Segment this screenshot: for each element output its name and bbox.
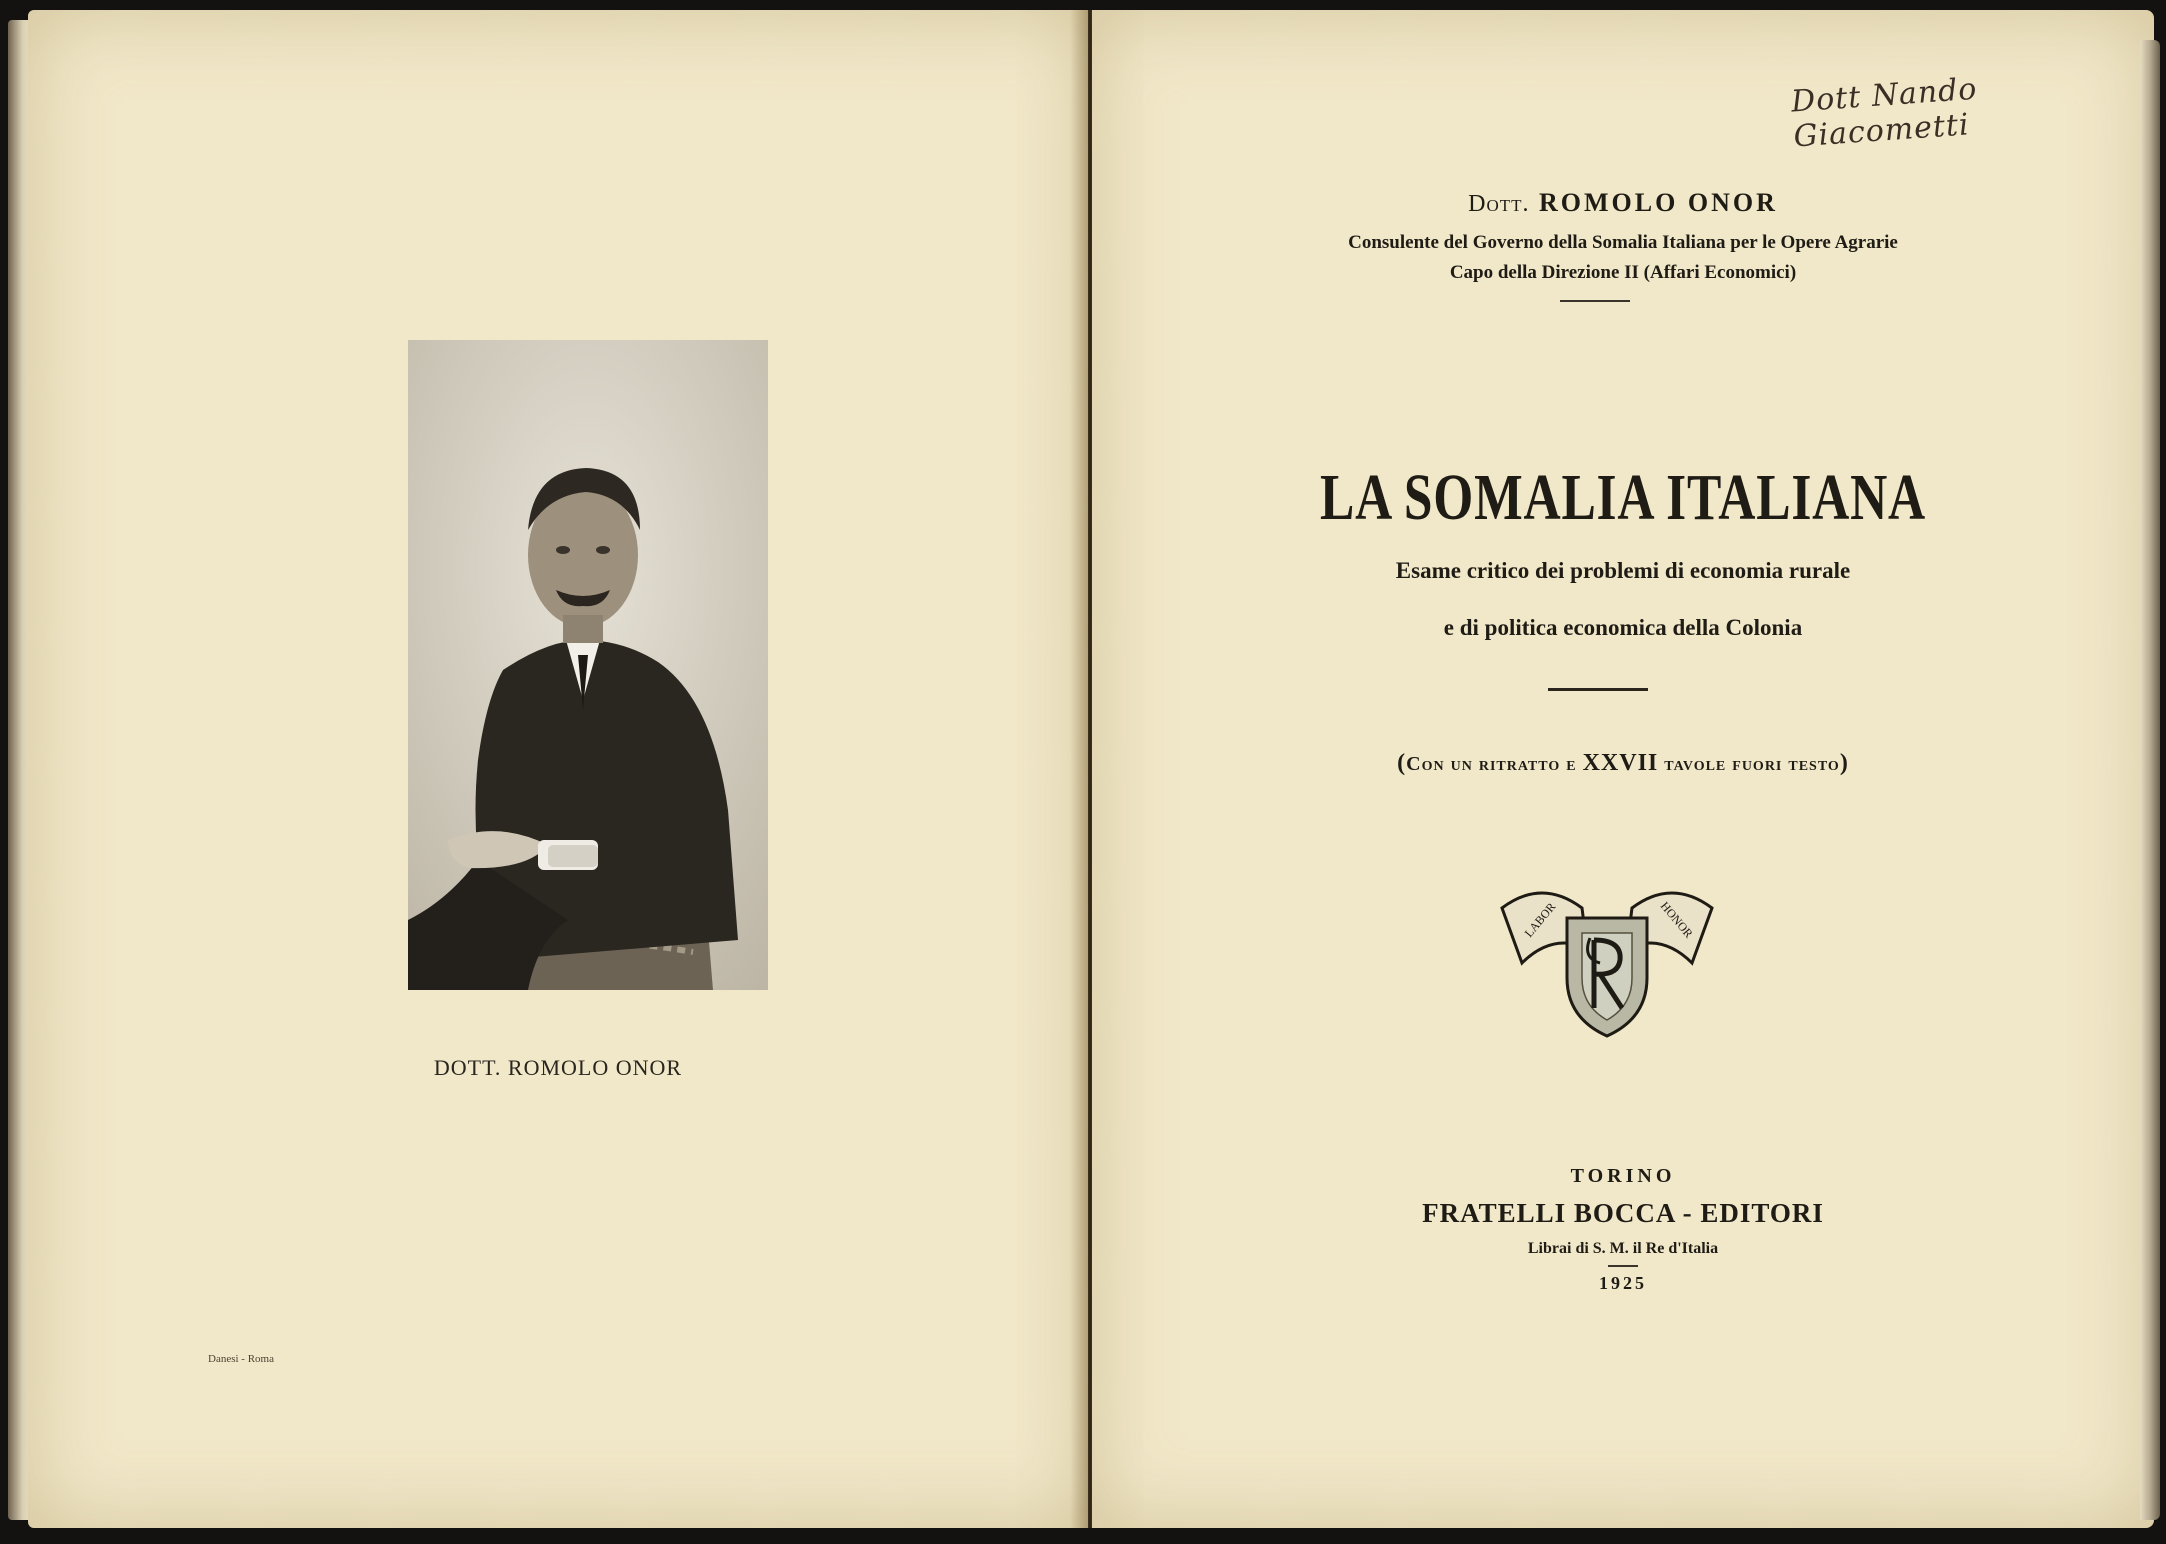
plates-close-paren: ) xyxy=(1839,750,1849,776)
plates-text-a: Con un ritratto e xyxy=(1406,753,1583,775)
plates-roman-numeral: XXVII xyxy=(1582,750,1659,776)
divider-rule-3 xyxy=(1608,1265,1638,1267)
printer-credit: Danesi - Roma xyxy=(208,1353,274,1365)
publisher-note: Librai di S. M. il Re d'Italia xyxy=(1527,1240,1719,1257)
book-title: LA SOMALIA ITALIANA xyxy=(1319,461,1927,534)
publisher-emblem-icon xyxy=(1482,878,1732,1038)
plates-open-paren: ( xyxy=(1397,750,1407,776)
author-name: ROMOLO ONOR xyxy=(1539,188,1778,217)
emblem-motto-right: HONOR xyxy=(1657,898,1696,941)
author-prefix: Dott. xyxy=(1468,191,1530,217)
publication-year: 1925 xyxy=(1599,1273,1647,1293)
emblem-motto-left: LABOR xyxy=(1521,899,1559,940)
publication-city: TORINO xyxy=(1570,1165,1676,1187)
author-portrait-photo xyxy=(408,340,768,990)
plates-text-b: tavole fuori testo xyxy=(1658,753,1840,775)
portrait-caption: DOTT. ROMOLO ONOR xyxy=(433,1055,683,1080)
portrait-illustration xyxy=(408,340,768,990)
author-line xyxy=(1092,188,2154,218)
right-page-edge xyxy=(2140,40,2160,1520)
left-page xyxy=(28,10,1088,1528)
plates-note xyxy=(1092,750,2154,777)
divider-rule-2 xyxy=(1548,688,1648,691)
author-role-line-2: Capo della Direzione II (Affari Economici) xyxy=(1449,262,1797,283)
author-role-line-1: Consulente del Governo della Somalia Italiana per le Opere Agrarie xyxy=(1348,232,1898,253)
subtitle-line-2: e di politica economica della Colonia xyxy=(1443,615,1803,640)
subtitle-line-1: Esame critico dei problemi di economia rurale xyxy=(1395,558,1851,583)
right-page-title-page xyxy=(1092,10,2154,1528)
publisher-name: FRATELLI BOCCA - EDITORI xyxy=(1422,1198,1824,1228)
handwritten-signature: Dott Nando Giacometti xyxy=(1789,71,1979,155)
divider-rule-1 xyxy=(1560,300,1630,302)
